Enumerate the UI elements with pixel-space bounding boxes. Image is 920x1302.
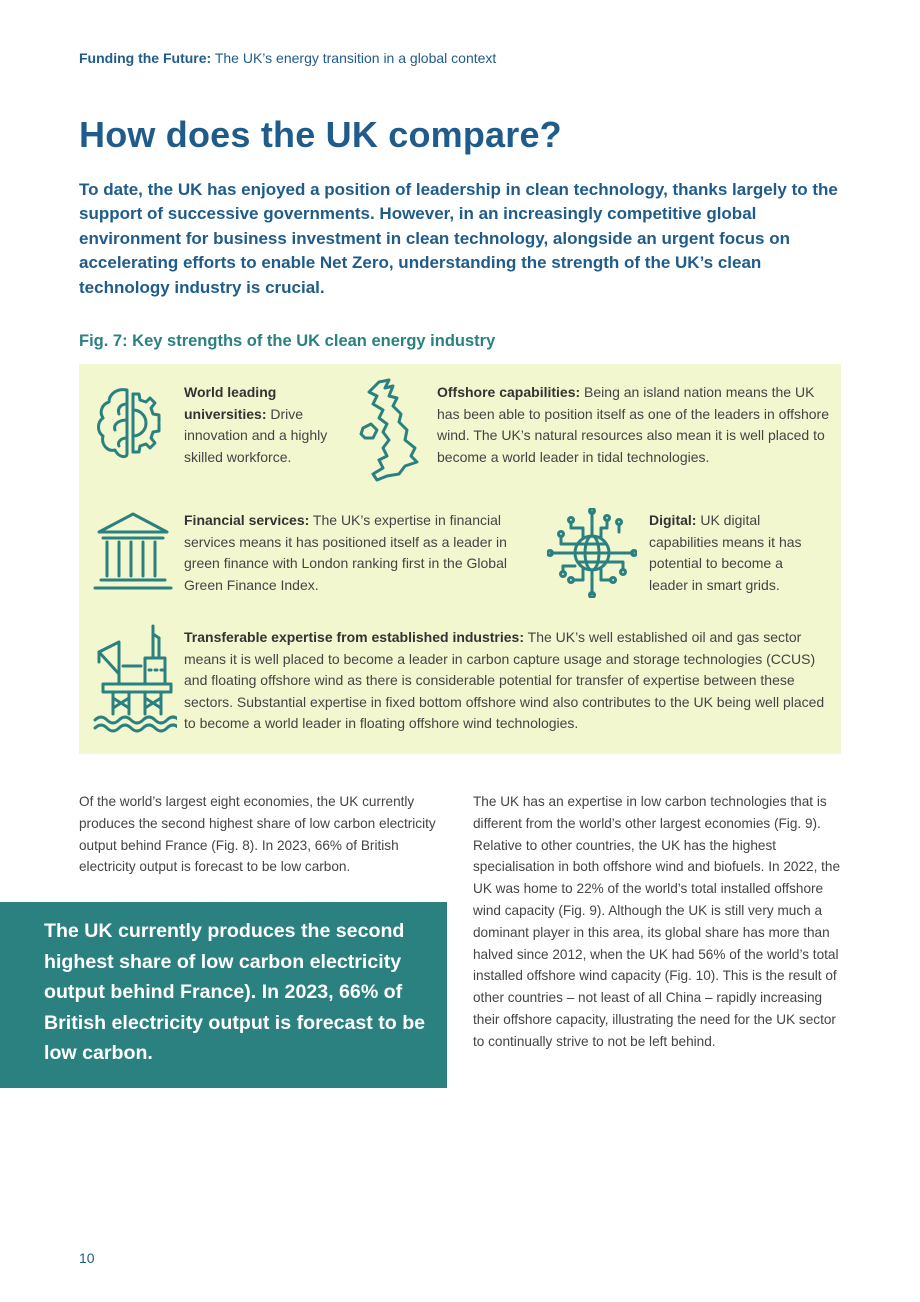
callout-text: The UK currently produces the second highest share of low carbon electricity output behind France). In 2023, 66% of British electricity output is forecast to be low carbon. bbox=[44, 920, 426, 1065]
strength-digital-text: UK digital capabilities means it has potential to become a leader in smart grids. bbox=[649, 512, 802, 593]
bank-building-icon bbox=[93, 512, 173, 592]
uk-map-icon bbox=[359, 378, 421, 484]
oil-rig-icon bbox=[93, 622, 177, 734]
strength-financial-text: The UK’s expertise in financial services means it has positioned itself as a leader in green finance with London ranking first in the Global Green Finance Index. bbox=[184, 512, 507, 593]
running-header-rest: The UK’s energy transition in a global context bbox=[211, 50, 497, 66]
strength-offshore-text: Being an island nation means the UK has been able to position itself as one of the leaders in offshore wind. The UK’s natural resources also mean it is well placed to become a world leader in tidal technologies. bbox=[437, 384, 830, 465]
running-header bbox=[79, 50, 496, 66]
brain-gear-icon bbox=[93, 384, 161, 464]
strength-transferable bbox=[184, 627, 829, 735]
strength-digital-title: Digital: bbox=[649, 512, 697, 528]
strength-universities-title: World leading universities: bbox=[184, 384, 277, 422]
figure-title: Fig. 7: Key strengths of the UK clean energy industry bbox=[79, 332, 496, 350]
running-header-bold: Funding the Future: bbox=[79, 50, 212, 66]
strength-transferable-title: Transferable expertise from established industries: bbox=[184, 629, 525, 645]
digital-globe-circuit-icon bbox=[547, 508, 637, 598]
strength-transferable-text: The UK’s well established oil and gas sector means it is well placed to become a leader in carbon capture usage and storage technologies (CCUS) and floating offshore wind as there is considerable potential for transfer of expertise between these sectors. Substantial expertise in fixed bottom offshore wind also contributes to the UK being well placed to become a world leader in floating offshore wind technologies. bbox=[184, 629, 825, 731]
strengths-panel bbox=[79, 364, 841, 754]
body-right-paragraph: The UK has an expertise in low carbon technologies that is different from the world’s other largest economies (Fig. 9). Relative to other countries, the UK has the highest specialisation in both offshore wind and biofuels. In 2022, the UK was home to 22% of the world’s total installed offshore wind capacity (Fig. 9). Although the UK is still very much a dominant player in this area, its global share has more than halved since 2012, when the UK had 56% of the world’s total installed offshore wind capacity (Fig. 10). This is the result of other countries – not least of all China – rapidly increasing their offshore capacity, illustrating the need for the UK sector to continually strive to not be left behind. bbox=[473, 794, 841, 1049]
body-left-paragraph: Of the world’s largest eight economies, the UK currently produces the second highest share of low carbon electricity output behind France (Fig. 8). In 2023, 66% of British electricity output is forecast to be low carbon. bbox=[79, 794, 436, 875]
strength-financial bbox=[184, 510, 519, 596]
strength-universities bbox=[184, 382, 344, 468]
page-number: 10 bbox=[79, 1250, 95, 1266]
strength-offshore-title: Offshore capabilities: bbox=[437, 384, 581, 400]
strength-financial-title: Financial services: bbox=[184, 512, 310, 528]
strength-digital bbox=[649, 510, 824, 596]
callout-box bbox=[0, 902, 447, 1088]
page-title: How does the UK compare? bbox=[79, 114, 562, 155]
strength-universities-text: Drive innovation and a highly skilled workforce. bbox=[184, 405, 328, 465]
strength-offshore bbox=[437, 382, 832, 468]
intro-paragraph: To date, the UK has enjoyed a position of leadership in clean technology, thanks largely to the support of successive governments. However, in an increasingly competitive global environment for business investment in clean technology, alongside an urgent focus on accelerating efforts to enable Net Zero, understanding the strength of the UK’s clean technology industry is crucial. bbox=[79, 180, 838, 297]
